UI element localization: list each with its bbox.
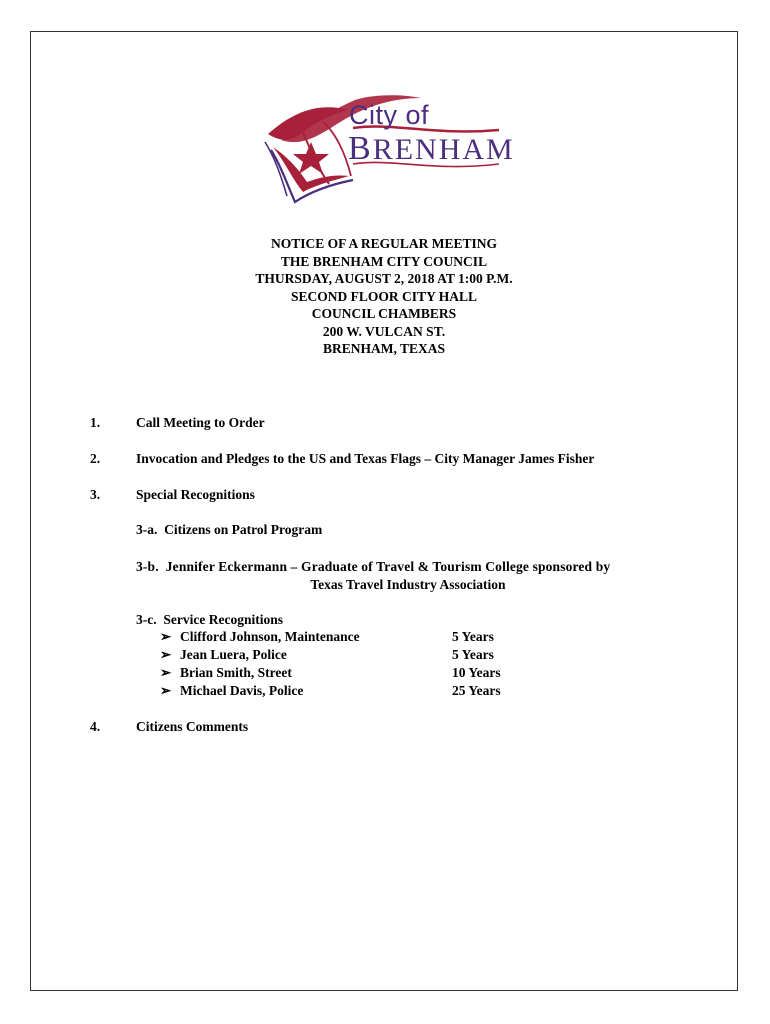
city-of-brenham-logo [263, 92, 515, 204]
sub-item-3b-line2: Texas Travel Industry Association [310, 576, 506, 592]
recognition-years: 25 Years [452, 683, 501, 698]
recognition-years: 10 Years [452, 665, 501, 680]
header-line-room: COUNCIL CHAMBERS [311, 306, 457, 321]
agenda-item-number: 3. [90, 487, 101, 502]
header-line-council: THE BRENHAM CITY COUNCIL [280, 253, 488, 269]
agenda-item-text: Invocation and Pledges to the US and Texas Flags – City Manager James Fisher [136, 451, 595, 466]
recognition-row [160, 682, 303, 700]
agenda-sub-item-3b [136, 558, 680, 593]
agenda-item-text: Citizens Comments [136, 719, 249, 734]
agenda-item-text: Special Recognitions [136, 487, 255, 502]
recognition-years: 5 Years [452, 629, 494, 644]
recognition-name: Michael Davis, Police [180, 683, 304, 698]
header-line-city: BRENHAM, TEXAS [322, 341, 446, 356]
header-line-datetime: THURSDAY, AUGUST 2, 2018 AT 1:00 P.M. [255, 271, 513, 286]
agenda-item-number: 1. [90, 415, 101, 430]
star-icon [293, 142, 329, 174]
sub-item-3b-line1: 3-b. Jennifer Eckermann – Graduate of Travel & Tourism College sponsored by [136, 559, 611, 574]
recognition-name: Jean Luera, Police [180, 647, 287, 662]
logo-city-of-text: City of [349, 100, 430, 130]
recognition-name: Clifford Johnson, Maintenance [180, 629, 360, 644]
logo-brenham-text: BRENHAM [348, 130, 515, 167]
header-line-address: 200 W. VULCAN ST. [322, 323, 446, 339]
recognition-name: Brian Smith, Street [180, 665, 292, 680]
header-line-location: SECOND FLOOR CITY HALL [291, 288, 477, 304]
arrow-bullet-icon: ➢ [160, 683, 172, 698]
agenda-sub-item-3a: 3-a. Citizens on Patrol Program [136, 522, 323, 537]
header-line-notice: NOTICE OF A REGULAR MEETING [270, 236, 498, 251]
meeting-notice-header [30, 235, 738, 358]
recognition-row [160, 646, 287, 664]
agenda-sub-item-3c: 3-c. Service Recognitions [136, 612, 283, 627]
arrow-bullet-icon: ➢ [160, 665, 172, 680]
agenda-item-text: Call Meeting to Order [136, 415, 265, 430]
agenda-item-number: 2. [90, 451, 101, 466]
arrow-bullet-icon: ➢ [160, 629, 172, 644]
arrow-bullet-icon: ➢ [160, 647, 172, 662]
recognition-row [160, 628, 360, 646]
recognition-row [160, 664, 292, 682]
recognition-years: 5 Years [452, 647, 494, 662]
agenda-item-number: 4. [90, 719, 101, 734]
